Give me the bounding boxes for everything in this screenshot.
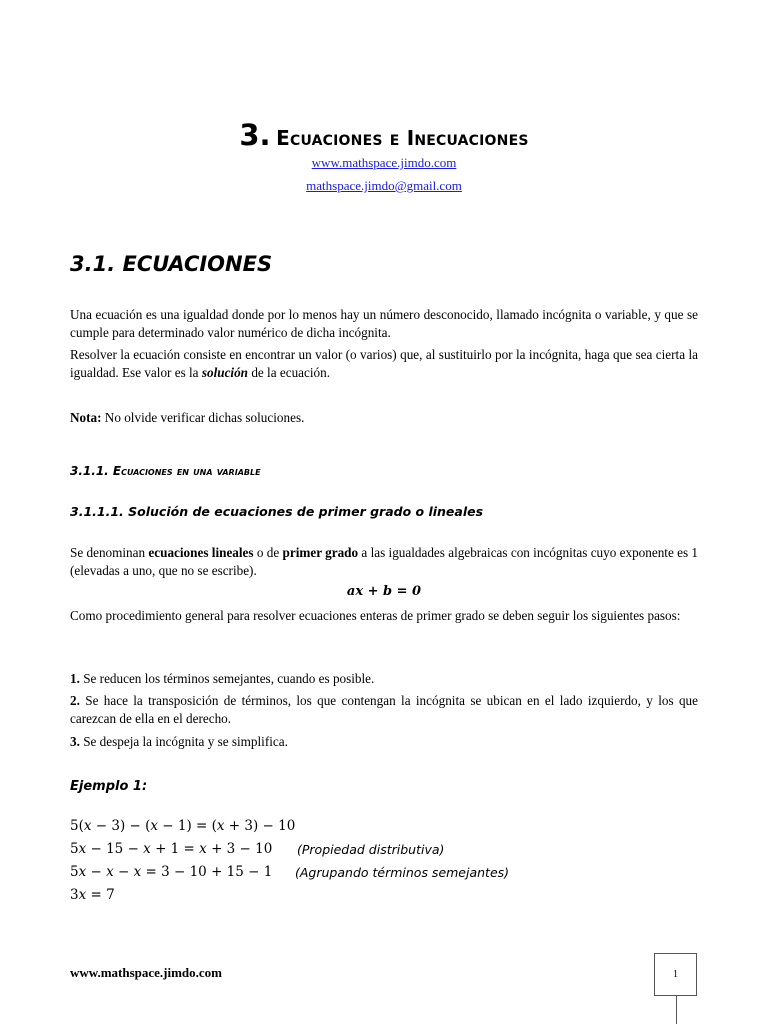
step-text: Se reducen los términos semejantes, cuando es posible. [79, 671, 375, 686]
step-item [70, 692, 698, 728]
chapter-title [0, 118, 768, 157]
procedure-paragraph: Como procedimiento general para resolver ecuaciones enteras de primer grado se deben seguir los siguientes pasos: [70, 608, 681, 623]
resolve-text-end: de la ecuación. [248, 365, 331, 380]
note-text: No olvide verificar dichas soluciones. [101, 410, 305, 425]
definition-bold1: ecuaciones lineales [148, 545, 254, 560]
note-paragraph [70, 409, 698, 427]
equation-line: 3𝑥 = 7 [70, 887, 115, 903]
definition-part2: o de [253, 545, 283, 560]
page-number-box [654, 953, 697, 996]
subsubsection-heading: 3.1.1.1. Solución de ecuaciones de primer grado o lineales [70, 504, 484, 519]
step-text: Se despeja la incógnita y se simplifica. [79, 734, 288, 749]
solution-emphasis: solución [201, 365, 249, 380]
equation-line: 5(𝑥 − 3) − (𝑥 − 1) = (𝑥 + 3) − 10 [70, 818, 296, 834]
step-number: 3. [70, 734, 80, 749]
linear-equation-formula: ax + b = 0 [346, 584, 422, 599]
subsection-title: Ecuaciones en una variable [112, 464, 261, 478]
chapter-title-text: Ecuaciones e Inecuaciones [276, 126, 529, 150]
definition-bold2: primer grado [282, 545, 359, 560]
subsection-heading [70, 464, 261, 478]
website-link[interactable]: www.mathspace.jimdo.com [311, 155, 457, 170]
resolve-text-start: Resolver la ecuación consiste en encontrar un valor (o varios) que, al sustituirlo por la incógnita, haga que sea cierta la igualdad. Ese valor es la [70, 347, 698, 380]
chapter-number: 3. [239, 118, 271, 152]
definition-paragraph [70, 544, 698, 580]
step-text: Se hace la transposición de términos, los que contengan la incógnita se ubican en el lado izquierdo, y los que carezcan de ella en el derecho. [70, 693, 698, 726]
email-link[interactable]: mathspace.jimdo@gmail.com [306, 178, 462, 193]
equation-note: (Propiedad distributiva) [297, 842, 445, 857]
subsection-number: 3.1.1. [70, 464, 109, 478]
example-title: Ejemplo 1: [70, 779, 148, 794]
intro-paragraph: Una ecuación es una igualdad donde por lo menos hay un número desconocido, llamado incógnita o variable, y que se cumple para determinado valor numérico de dicha incógnita. [70, 307, 698, 340]
equation-line: 5𝑥 − 𝑥 − 𝑥 = 3 − 10 + 15 − 1 [70, 864, 273, 880]
note-label: Nota: [70, 410, 102, 425]
step-number: 1. [70, 671, 80, 686]
resolve-paragraph [70, 346, 698, 382]
footer-website: www.mathspace.jimdo.com [70, 965, 223, 980]
step-number: 2. [70, 693, 80, 708]
page-number: 1 [673, 969, 678, 980]
step-item [70, 733, 698, 751]
equation-note: (Agrupando términos semejantes) [295, 865, 510, 880]
section-heading: 3.1. ECUACIONES [70, 252, 273, 276]
step-item [70, 670, 698, 688]
equation-line: 5𝑥 − 15 − 𝑥 + 1 = 𝑥 + 3 − 10 [70, 841, 273, 857]
page-box-divider [676, 996, 677, 1024]
definition-part1: Se denominan [70, 545, 149, 560]
definition-part3: a las igualdades algebraicas con incógnitas cuyo exponente es 1 (elevadas a uno, que no se escribe). [70, 545, 699, 578]
